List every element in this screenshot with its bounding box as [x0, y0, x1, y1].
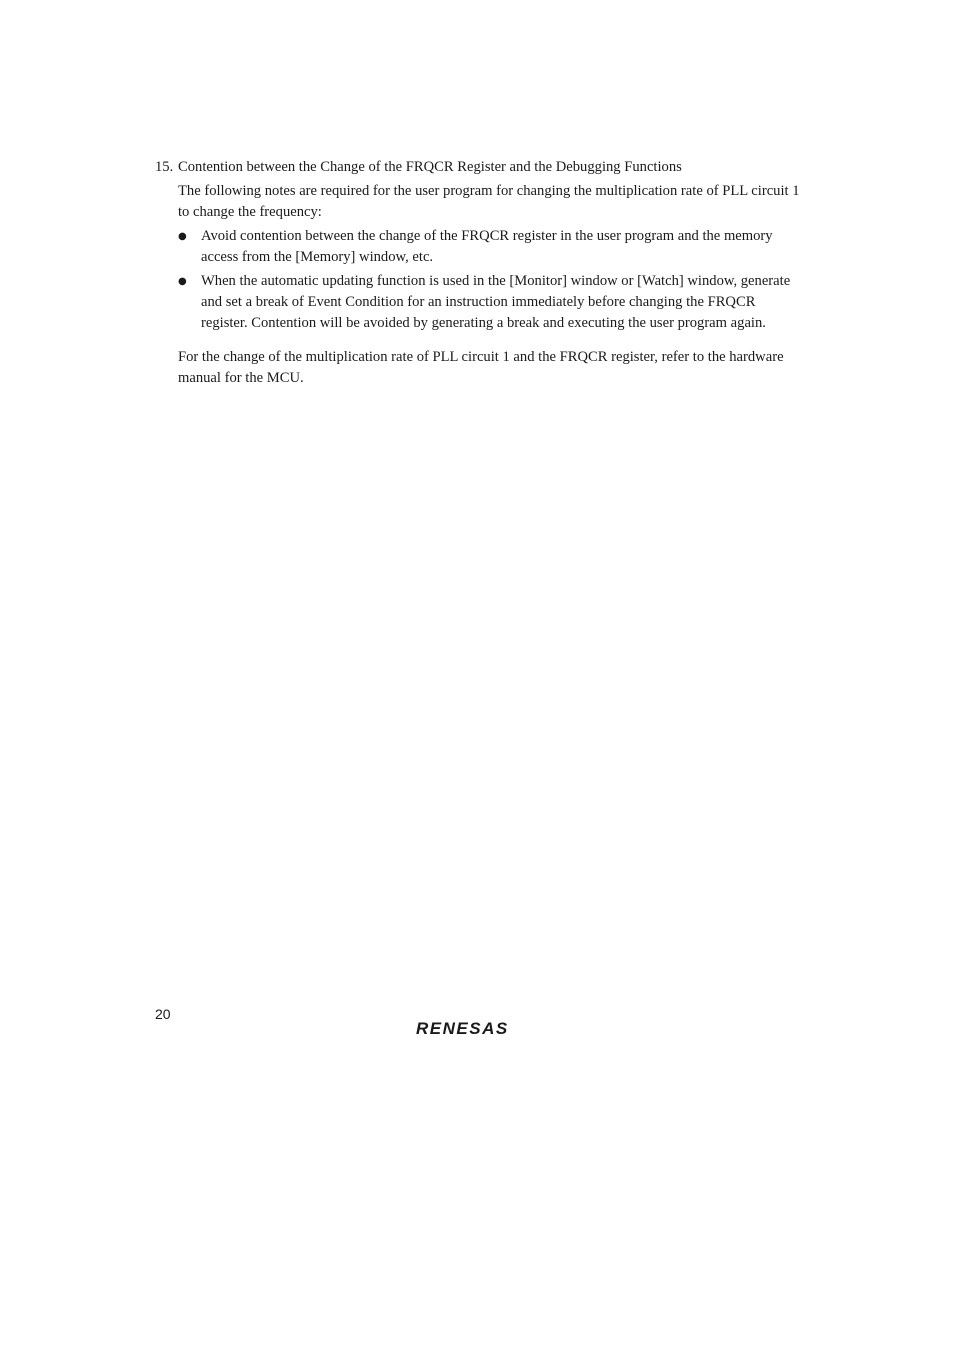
- bullet-item: [178, 226, 805, 268]
- page-number: 20: [155, 1006, 171, 1022]
- note-closing: For the change of the multiplication rate of PLL circuit 1 and the FRQCR register, refer to the hardware manual for the MCU.: [178, 349, 784, 386]
- logo-wordmark: RENESAS: [416, 1019, 509, 1038]
- bullet-text: When the automatic updating function is used in the [Monitor] window or [Watch] window, generate and set a break of Event Condition for an instruction immediately before changing the FRQCR register. Contention will be avoided by generating a break and executing the user program again.: [201, 273, 791, 331]
- bullet-item: [178, 271, 805, 334]
- bullet-icon: ●: [178, 231, 187, 242]
- note-heading: [155, 157, 805, 178]
- note-number: 15.: [155, 159, 174, 175]
- bullet-list: [178, 226, 805, 334]
- numbered-note: [155, 157, 805, 389]
- note-body: [178, 181, 805, 389]
- bullet-text: Avoid contention between the change of the FRQCR register in the user program and the memory access from the [Memory] window, etc.: [201, 228, 773, 265]
- bullet-icon: ●: [178, 276, 187, 287]
- note-title: Contention between the Change of the FRQCR Register and the Debugging Functions: [178, 159, 682, 175]
- renesas-logo: [414, 1018, 534, 1038]
- note-intro: The following notes are required for the user program for changing the multiplication rate of PLL circuit 1 to change the frequency:: [178, 183, 800, 220]
